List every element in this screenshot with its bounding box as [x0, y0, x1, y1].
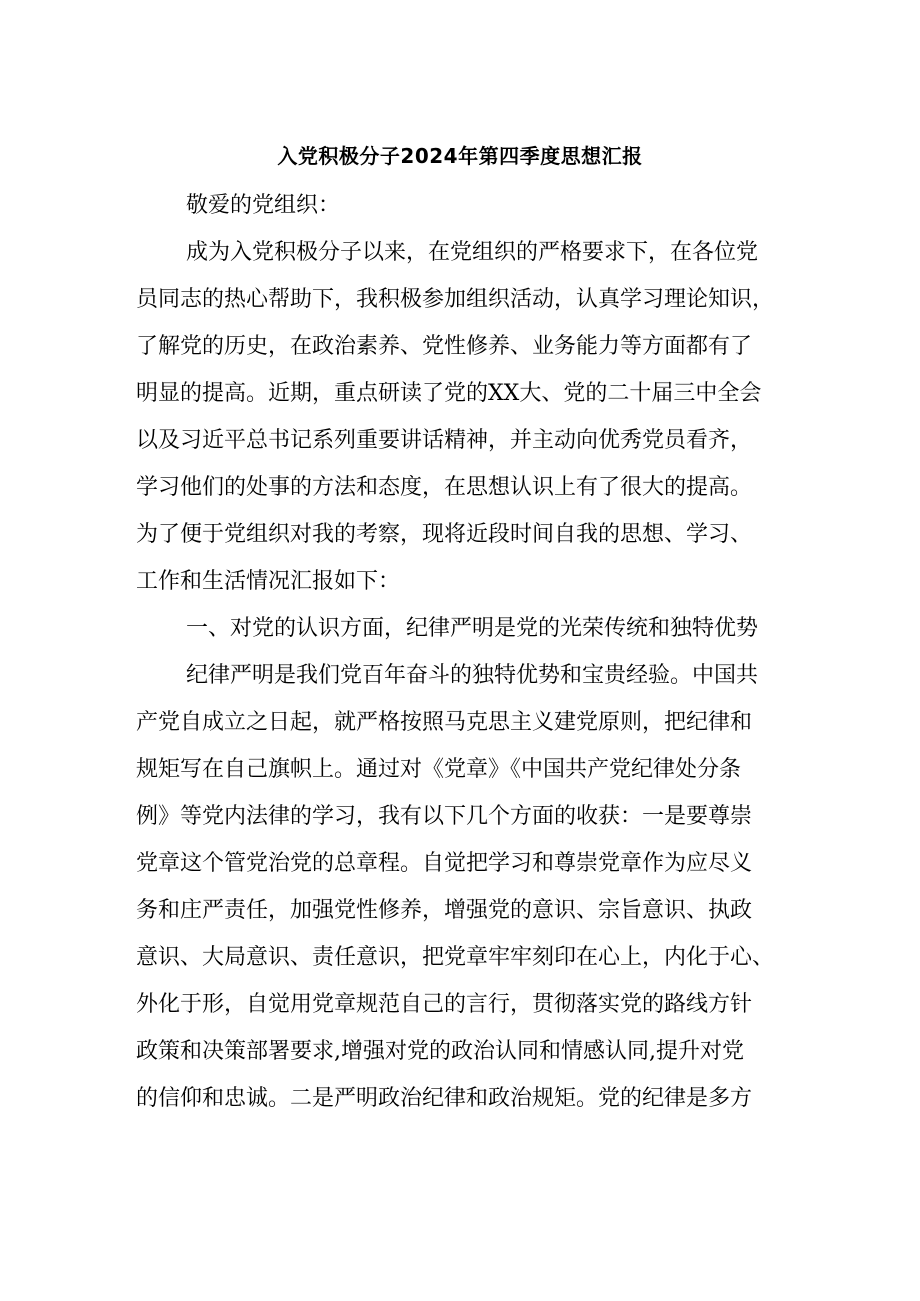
section-heading: 一、对党的认识方面，纪律严明是党的光荣传统和独特优势: [186, 616, 759, 641]
salutation: 敬爱的党组织：: [186, 193, 341, 218]
paragraph-line: 了解党的历史，在政治素养、党性修养、业务能力等方面都有了: [136, 334, 753, 359]
paragraph-line: 党章这个管党治党的总章程。自觉把学习和尊崇党章作为应尽义: [136, 851, 753, 876]
paragraph-line: 纪律严明是我们党百年奋斗的独特优势和宝贵经验。中国共: [186, 663, 759, 688]
paragraph-line: 意识、大局意识、责任意识，把党章牢牢刻印在心上，内化于心、: [136, 945, 775, 970]
paragraph-line: 政策和决策部署要求,增强对党的政治认同和情感认同,提升对党: [136, 1039, 744, 1064]
paragraph-line: 务和庄严责任，加强党性修养，增强党的意识、宗旨意识、执政: [136, 898, 753, 923]
paragraph-line: 学习他们的处事的方法和态度，在思想认识上有了很大的提高。: [136, 475, 753, 500]
document-title: 入党积极分子2024年第四季度思想汇报: [277, 144, 643, 168]
paragraph-line: 员同志的热心帮助下，我积极参加组织活动，认真学习理论知识，: [136, 287, 775, 312]
paragraph-line: 以及习近平总书记系列重要讲话精神，并主动向优秀党员看齐，: [136, 428, 753, 453]
paragraph-line: 为了便于党组织对我的考察，现将近段时间自我的思想、学习、: [136, 522, 753, 547]
paragraph-line: 产党自成立之日起，就严格按照马克思主义建党原则，把纪律和: [136, 710, 753, 735]
paragraph-line: 成为入党积极分子以来，在党组织的严格要求下，在各位党: [186, 240, 759, 265]
paragraph-line: 规矩写在自己旗帜上。通过对《党章》《中国共产党纪律处分条: [136, 757, 742, 782]
paragraph-line: 明显的提高。近期，重点研读了党的XX大、党的二十届三中全会: [136, 381, 762, 406]
paragraph-line: 例》等党内法律的学习，我有以下几个方面的收获：一是要尊崇: [136, 804, 753, 829]
paragraph-line: 工作和生活情况汇报如下：: [136, 569, 401, 594]
paragraph-line: 的信仰和忠诚。二是严明政治纪律和政治规矩。党的纪律是多方: [136, 1086, 753, 1111]
paragraph-line: 外化于形，自觉用党章规范自己的言行，贯彻落实党的路线方针: [136, 992, 753, 1017]
